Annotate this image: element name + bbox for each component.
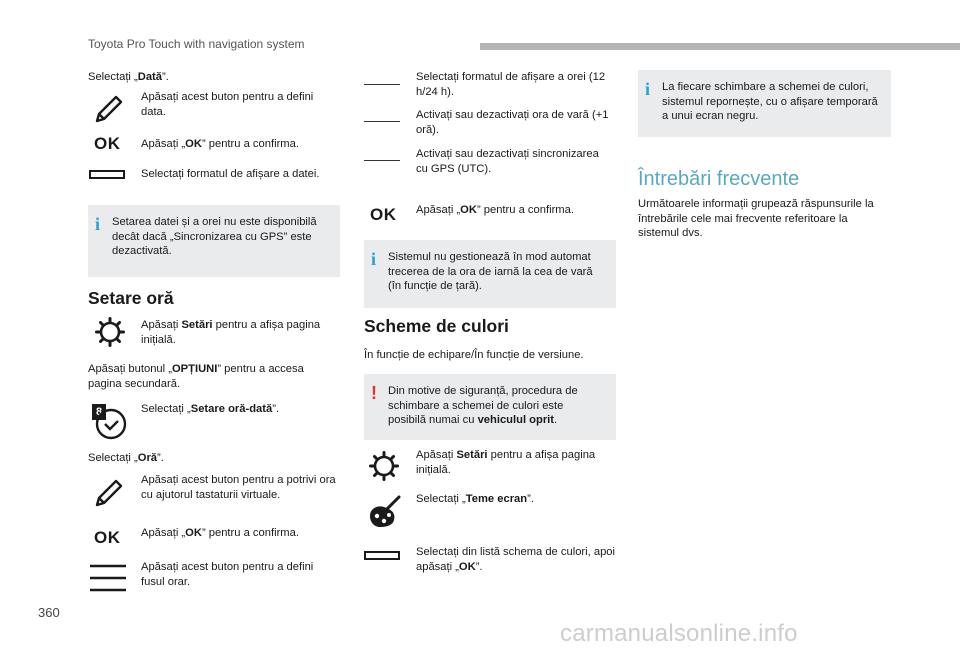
text-part: pentru a afișa pagina inițială. bbox=[416, 449, 596, 476]
text-bold: Setare oră-dată bbox=[190, 403, 273, 415]
info-icon: i bbox=[95, 214, 101, 234]
text-bold: OPȚIUNI bbox=[171, 363, 218, 375]
line-marker-icon bbox=[364, 84, 400, 85]
text-part: Selectați din listă schema de culori, apoi apăsați „ bbox=[416, 546, 615, 573]
text-bold: vehiculul oprit bbox=[477, 414, 555, 426]
select-ora-instruction bbox=[88, 451, 338, 466]
text-part: ”. bbox=[157, 452, 164, 464]
ok-icon: OK bbox=[94, 528, 121, 547]
text-part: Selectați „ bbox=[88, 71, 138, 83]
text-part: ” pentru a accesa pagina secundară. bbox=[88, 363, 304, 390]
text-part: Apăsați bbox=[141, 319, 182, 331]
section-heading-intrebari-frecvente: Întrebări frecvente bbox=[638, 168, 800, 190]
info-note bbox=[364, 240, 616, 308]
set-time-keyboard-text: Apăsați acest buton pentru a potrivi ora cu ajutorul tastaturii virtuale. bbox=[141, 474, 336, 501]
info-note-text: Sistemul nu gestionează în mod automat trecerea de la ora de iarnă la cea de vară (în funcție de țară). bbox=[388, 251, 593, 292]
text-part: Selectați „ bbox=[416, 493, 466, 505]
info-note bbox=[88, 205, 340, 277]
text-bold: Setări bbox=[456, 449, 488, 461]
confirm-ok-text bbox=[141, 526, 336, 541]
text-part: ”. bbox=[475, 560, 483, 573]
number-badge: 8 bbox=[92, 404, 106, 420]
faq-intro-text: Următoarele informații grupează răspunsurile la întrebările cele mai frecvente referitoare la sistemul dvs. bbox=[638, 198, 874, 239]
text-part: ”. bbox=[272, 403, 280, 415]
line-marker-icon bbox=[364, 160, 400, 161]
text-part: Apăsați bbox=[416, 449, 457, 461]
section-heading-scheme-culori: Scheme de culori bbox=[364, 316, 509, 336]
options-instruction bbox=[88, 362, 338, 391]
select-date-instruction bbox=[88, 70, 338, 85]
gps-sync-text: Activați sau dezactivați sincronizarea cu GPS (UTC). bbox=[416, 148, 599, 175]
selector-bar-icon bbox=[364, 551, 400, 560]
ok-icon: OK bbox=[370, 205, 397, 224]
clock-icon bbox=[94, 406, 128, 440]
text-part: Apăsați „ bbox=[141, 138, 186, 150]
time-zone-text: Apăsați acest buton pentru a defini fusul orar. bbox=[141, 561, 314, 588]
watermark: carmanualsonline.info bbox=[560, 620, 798, 647]
settings-gear-icon bbox=[368, 450, 400, 482]
warning-note-text bbox=[388, 384, 604, 428]
warning-note bbox=[364, 374, 616, 440]
define-date-text: Apăsați acest buton pentru a defini data. bbox=[141, 91, 314, 118]
selector-bar-icon bbox=[89, 170, 125, 179]
text-part: Din motive de siguranță, procedura de schimbare a schemei de culori este posibilă numai cu bbox=[388, 385, 578, 426]
settings-text bbox=[141, 318, 341, 347]
text-bold: Setări bbox=[181, 319, 213, 331]
warning-icon: ! bbox=[371, 383, 377, 403]
text-bold: OK bbox=[185, 527, 202, 539]
text-part: ” pentru a confirma. bbox=[476, 204, 574, 216]
line-marker-icon bbox=[364, 121, 400, 122]
settings-text bbox=[416, 448, 616, 477]
page-number: 360 bbox=[38, 605, 60, 620]
text-bold: OK bbox=[185, 138, 202, 150]
select-scheme-text bbox=[416, 545, 616, 574]
palette-icon bbox=[366, 494, 402, 530]
text-part: pentru a afișa pagina inițială. bbox=[141, 319, 321, 346]
screen-themes-text bbox=[416, 492, 611, 507]
text-bold: Dată bbox=[137, 71, 162, 83]
info-icon: i bbox=[371, 249, 377, 269]
ok-icon: OK bbox=[94, 134, 121, 153]
info-note bbox=[638, 70, 891, 137]
text-bold: Teme ecran bbox=[465, 493, 528, 505]
pencil-icon bbox=[92, 476, 126, 510]
text-part: ” pentru a confirma. bbox=[201, 138, 299, 150]
time-date-setting-text bbox=[141, 402, 336, 417]
text-part: Apăsați butonul „ bbox=[88, 363, 172, 375]
section-heading-setare-ora: Setare oră bbox=[88, 288, 174, 308]
list-icon bbox=[90, 563, 126, 593]
text-bold: OK bbox=[458, 560, 476, 573]
text-part: . bbox=[554, 414, 558, 426]
running-header: Toyota Pro Touch with navigation system bbox=[88, 37, 305, 51]
summer-time-text: Activați sau dezactivați ora de vară (+1 oră). bbox=[416, 109, 609, 136]
text-part: Apăsați „ bbox=[141, 527, 186, 539]
version-note-text: În funcție de echipare/În funcție de versiune. bbox=[364, 349, 584, 361]
date-format-text: Selectați formatul de afișare a datei. bbox=[141, 168, 320, 180]
text-part: Apăsați „ bbox=[416, 204, 461, 216]
text-part: ” pentru a confirma. bbox=[201, 527, 299, 539]
confirm-ok-text bbox=[141, 137, 336, 152]
info-note-text: La fiecare schimbare a schemei de culori, sistemul repornește, cu o afișare temporară a unui ecran negru. bbox=[662, 81, 878, 122]
info-icon: i bbox=[645, 79, 651, 99]
text-bold: OK bbox=[460, 204, 477, 216]
settings-gear-icon bbox=[94, 316, 126, 348]
text-part: ”. bbox=[162, 71, 169, 83]
text-part: Selectați „ bbox=[141, 403, 191, 415]
header-rule bbox=[480, 43, 960, 50]
pencil-icon bbox=[92, 92, 126, 126]
time-format-text: Selectați formatul de afișare a orei (12 h/24 h). bbox=[416, 71, 606, 98]
text-part: Selectați „ bbox=[88, 452, 138, 464]
text-part: ”. bbox=[527, 493, 534, 505]
info-note-text: Setarea datei și a orei nu este disponibilă decât dacă „Sincronizarea cu GPS” este dezactivată. bbox=[112, 216, 317, 257]
confirm-ok-text bbox=[416, 203, 611, 218]
text-bold: Oră bbox=[137, 452, 158, 464]
